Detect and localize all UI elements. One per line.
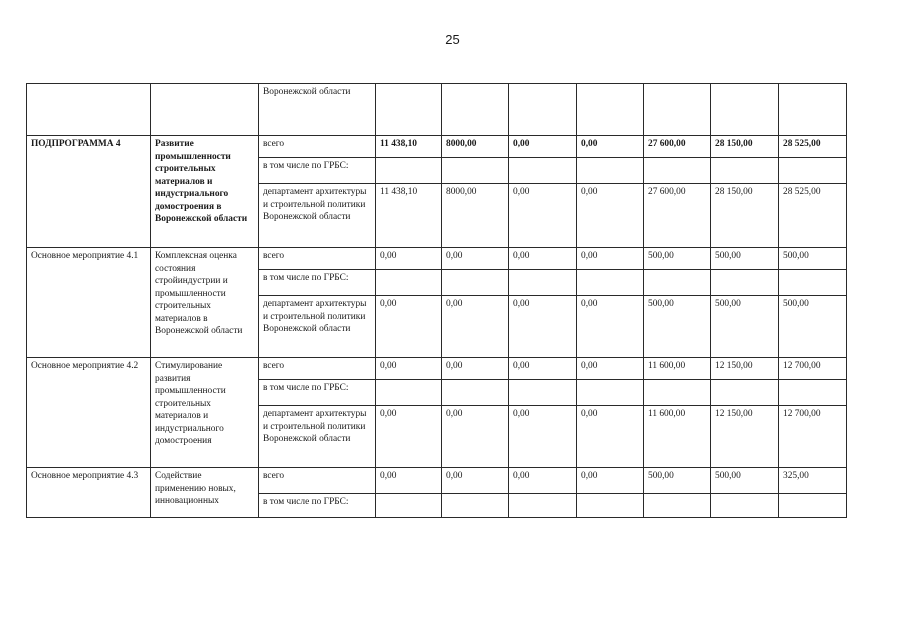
amount-cell: [376, 270, 442, 296]
amount-cell: 0,00: [509, 468, 577, 494]
executor-cell: департамент архитектуры и строительной политики Воронежской области: [259, 296, 376, 358]
executor-cell: в том числе по ГРБС:: [259, 494, 376, 518]
amount-cell: [577, 158, 644, 184]
empty-cell: [509, 84, 577, 136]
empty-cell: [27, 84, 151, 136]
amount-cell: 28 150,00: [711, 184, 779, 248]
amount-cell: [509, 380, 577, 406]
amount-cell: 27 600,00: [644, 136, 711, 158]
amount-cell: 11 600,00: [644, 406, 711, 468]
amount-cell: 325,00: [779, 468, 847, 494]
program-name-cell: ПОДПРОГРАММА 4: [27, 136, 151, 248]
amount-cell: [711, 380, 779, 406]
amount-cell: 12 150,00: [711, 358, 779, 380]
amount-cell: 0,00: [376, 296, 442, 358]
executor-cell: в том числе по ГРБС:: [259, 158, 376, 184]
amount-cell: [376, 158, 442, 184]
amount-cell: [376, 380, 442, 406]
amount-cell: [509, 494, 577, 518]
amount-cell: 0,00: [376, 248, 442, 270]
program-title-cell: Развитие промышленности строительных материалов и индустриального домостроения в Воронежской области: [151, 136, 259, 248]
executor-cell: в том числе по ГРБС:: [259, 380, 376, 406]
amount-cell: 0,00: [442, 406, 509, 468]
amount-cell: 0,00: [509, 296, 577, 358]
amount-cell: 0,00: [509, 136, 577, 158]
amount-cell: 27 600,00: [644, 184, 711, 248]
program-title-cell: Комплексная оценка состояния стройиндустрии и промышленности строительных материалов в Воронежской области: [151, 248, 259, 358]
empty-cell: [644, 84, 711, 136]
amount-cell: 28 525,00: [779, 184, 847, 248]
amount-cell: 28 150,00: [711, 136, 779, 158]
executor-cell: всего: [259, 136, 376, 158]
executor-cell: департамент архитектуры и строительной политики Воронежской области: [259, 184, 376, 248]
amount-cell: 0,00: [577, 184, 644, 248]
amount-cell: [577, 494, 644, 518]
amount-cell: 0,00: [442, 358, 509, 380]
empty-cell: [151, 84, 259, 136]
amount-cell: [711, 270, 779, 296]
amount-cell: 12 150,00: [711, 406, 779, 468]
amount-cell: [711, 158, 779, 184]
executor-cell: Воронежской области: [259, 84, 376, 136]
executor-cell: департамент архитектуры и строительной политики Воронежской области: [259, 406, 376, 468]
amount-cell: 0,00: [577, 136, 644, 158]
amount-cell: 11 438,10: [376, 184, 442, 248]
amount-cell: [644, 270, 711, 296]
executor-cell: в том числе по ГРБС:: [259, 270, 376, 296]
program-title-cell: Содействие применению новых, инновационных: [151, 468, 259, 518]
program-name-cell: Основное мероприятие 4.3: [27, 468, 151, 518]
amount-cell: 0,00: [577, 248, 644, 270]
amount-cell: 11 600,00: [644, 358, 711, 380]
amount-cell: 8000,00: [442, 136, 509, 158]
amount-cell: [779, 158, 847, 184]
amount-cell: 500,00: [779, 296, 847, 358]
table-row: [27, 468, 847, 494]
amount-cell: [442, 158, 509, 184]
amount-cell: [711, 494, 779, 518]
program-name-cell: Основное мероприятие 4.2: [27, 358, 151, 468]
amount-cell: 500,00: [711, 248, 779, 270]
amount-cell: 0,00: [376, 358, 442, 380]
empty-cell: [376, 84, 442, 136]
page-number: 25: [445, 32, 460, 47]
amount-cell: 0,00: [442, 468, 509, 494]
amount-cell: [644, 380, 711, 406]
table-row: [27, 248, 847, 270]
empty-cell: [442, 84, 509, 136]
amount-cell: 500,00: [711, 296, 779, 358]
amount-cell: [376, 494, 442, 518]
amount-cell: 0,00: [442, 248, 509, 270]
amount-cell: 0,00: [442, 296, 509, 358]
amount-cell: 0,00: [577, 358, 644, 380]
amount-cell: 12 700,00: [779, 358, 847, 380]
amount-cell: [442, 494, 509, 518]
empty-cell: [577, 84, 644, 136]
amount-cell: [442, 270, 509, 296]
amount-cell: 500,00: [711, 468, 779, 494]
amount-cell: [577, 380, 644, 406]
amount-cell: 500,00: [644, 296, 711, 358]
amount-cell: 0,00: [376, 406, 442, 468]
budget-table: [26, 83, 847, 518]
amount-cell: [779, 380, 847, 406]
amount-cell: 28 525,00: [779, 136, 847, 158]
amount-cell: 0,00: [376, 468, 442, 494]
amount-cell: 500,00: [644, 468, 711, 494]
table-row: [27, 84, 847, 136]
amount-cell: [644, 494, 711, 518]
executor-cell: всего: [259, 468, 376, 494]
amount-cell: 0,00: [577, 296, 644, 358]
table-row: [27, 136, 847, 158]
amount-cell: [509, 270, 577, 296]
amount-cell: [577, 270, 644, 296]
amount-cell: 0,00: [509, 184, 577, 248]
amount-cell: 0,00: [509, 406, 577, 468]
amount-cell: 500,00: [644, 248, 711, 270]
amount-cell: 500,00: [779, 248, 847, 270]
empty-cell: [711, 84, 779, 136]
executor-cell: всего: [259, 358, 376, 380]
amount-cell: 0,00: [577, 468, 644, 494]
amount-cell: 0,00: [577, 406, 644, 468]
amount-cell: [779, 270, 847, 296]
empty-cell: [779, 84, 847, 136]
program-name-cell: Основное мероприятие 4.1: [27, 248, 151, 358]
amount-cell: [442, 380, 509, 406]
table-row: [27, 358, 847, 380]
executor-cell: всего: [259, 248, 376, 270]
amount-cell: [509, 158, 577, 184]
amount-cell: [779, 494, 847, 518]
amount-cell: 0,00: [509, 358, 577, 380]
amount-cell: [644, 158, 711, 184]
program-title-cell: Стимулирование развития промышленности строительных материалов и индустриального домостроения: [151, 358, 259, 468]
amount-cell: 11 438,10: [376, 136, 442, 158]
amount-cell: 12 700,00: [779, 406, 847, 468]
amount-cell: 8000,00: [442, 184, 509, 248]
amount-cell: 0,00: [509, 248, 577, 270]
